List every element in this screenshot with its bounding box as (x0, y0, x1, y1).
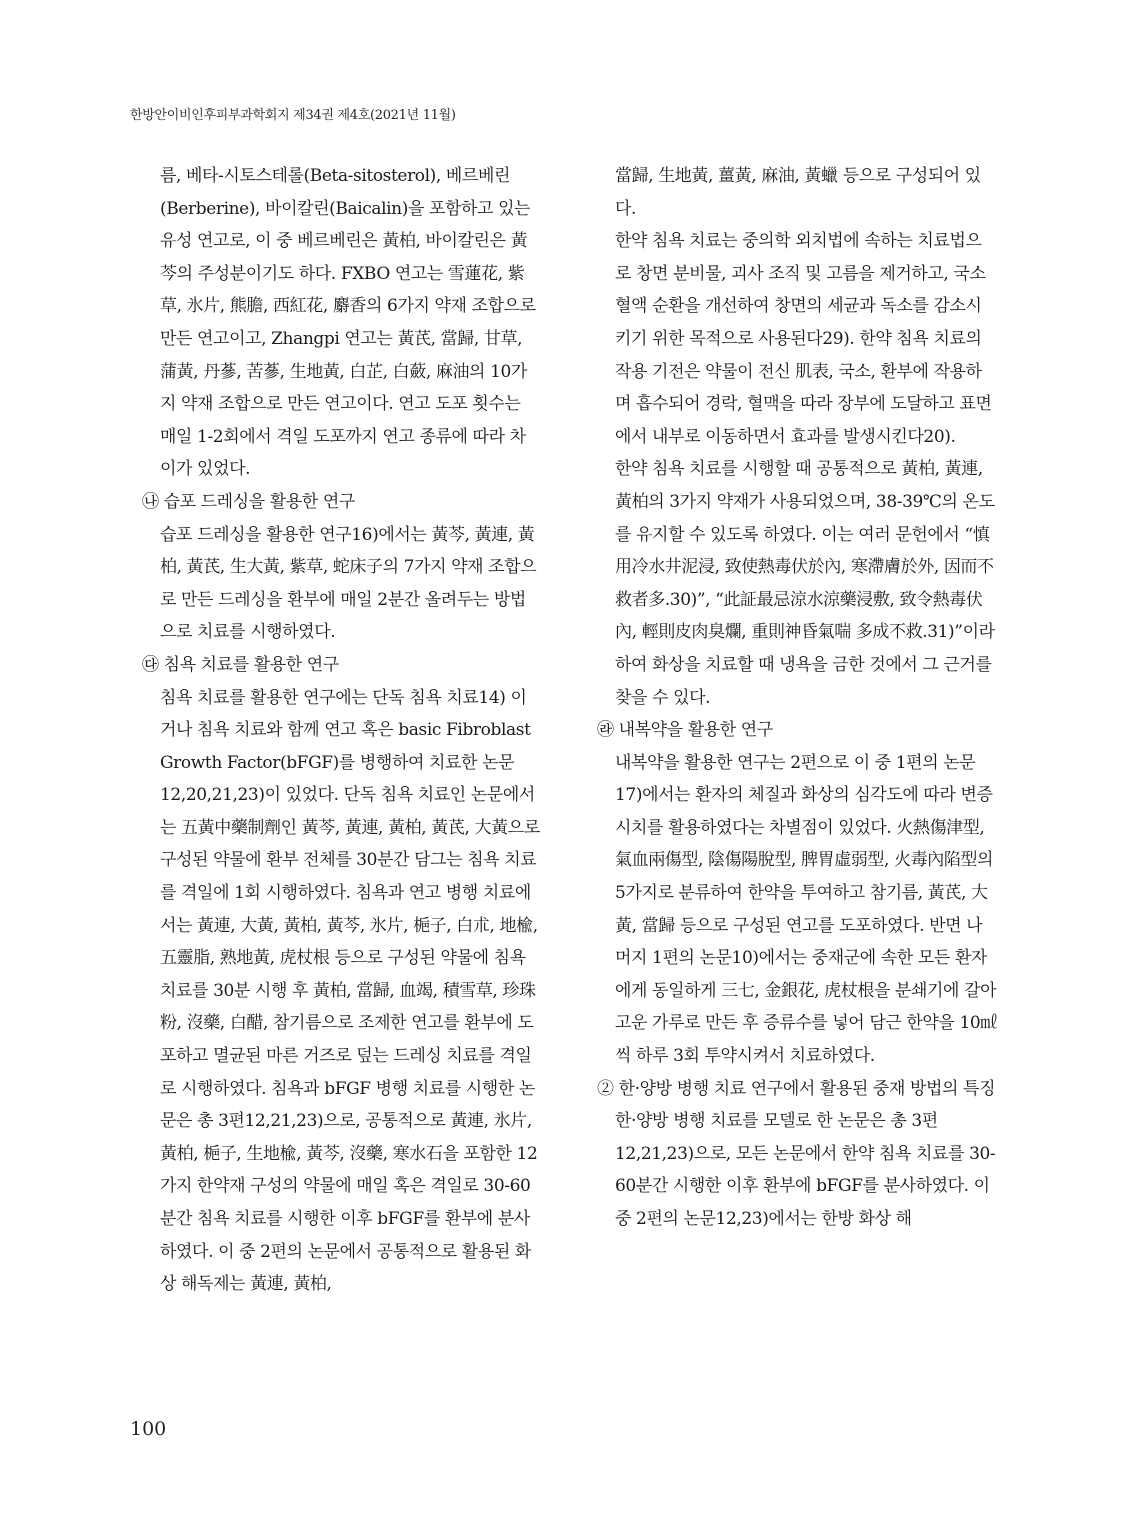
paragraph: 한약 침욕 치료는 중의학 외치법에 속하는 치료법으로 창면 분비물, 괴사 조직 및 고름을 제거하고, 국소 혈액 순환을 개선하여 창면의 세균과 독소를 감소시키기 위한 목적으로 사용된다29). 한약 침욕 치료의 작용 기전은 약물이 전신 肌表, 국소, 환부에 작용하며 흡수되어 경락, 혈맥을 따라 장부에 도달하고 표면에서 내부로 이동하면서 효과를 발생시킨다20). (615, 231, 992, 447)
page-number: 100 (130, 1418, 167, 1440)
running-header: 한방안이비인후피부과학회지 제34권 제4호(2021년 11월) (130, 108, 456, 123)
paragraph: 습포 드레싱을 활용한 연구16)에서는 黃芩, 黃連, 黃柏, 黃芪, 生大黃, 紫草, 蛇床子의 7가지 약재 조합으로 만든 드레싱을 환부에 매일 2분간 올려두는 방법으로 치료를 시행하였다. (160, 524, 537, 643)
left-column (142, 160, 540, 1301)
subsection-heading: ㉰ 침욕 치료를 활용한 연구 (142, 654, 339, 675)
subsection-heading: ㉯ 습포 드레싱을 활용한 연구 (142, 491, 355, 512)
paragraph: 한약 침욕 치료를 시행할 때 공통적으로 黃柏, 黃連, 黃柏의 3가지 약재가 사용되었으며, 38-39℃의 온도를 유지할 수 있도록 하였다. 이는 여러 문헌에서 “慎用冷水井泥浸, 致使熱毒伏於內, 寒滯膚於外, 因而不救者多.30)”, “此証最忌涼水涼藥浸敷, 致令熱毒伏內, 輕則皮肉臭爛, 重則神昏氣喘 多成不救.31)”이라 하여 화상을 치료할 때 냉욕을 금한 것에서 그 근거를 찾을 수 있다. (615, 459, 995, 708)
paragraph: 當歸, 生地黃, 薑黃, 麻油, 黃蠟 등으로 구성되어 있다. (615, 166, 981, 219)
subsection-heading: ㉱ 내복약을 활용한 연구 (597, 720, 773, 741)
paragraph: 내복약을 활용한 연구는 2편으로 이 중 1편의 논문17)에서는 환자의 체질과 화상의 심각도에 따라 변증시치를 활용하였다는 차별점이 있었다. 火熱傷津型, 氣血兩傷型, 陰傷陽脫型, 脾胃虛弱型, 火毒內陷型의 5가지로 분류하여 한약을 투여하고 참기름, 黃芪, 大黃, 當歸 등으로 구성된 연고를 도포하였다. 반면 나머지 1편의 논문10)에서는 중재군에 속한 모든 환자에게 동일하게 三七, 金銀花, 虎杖根을 분쇄기에 갈아 고운 가루로 만든 후 증류수를 넣어 담근 한약을 10㎖씩 하루 3회 투약시켜서 치료하였다. (615, 752, 997, 1067)
section-heading: ② 한·양방 병행 치료 연구에서 활용된 중재 방법의 특징 (597, 1078, 996, 1099)
right-column (597, 160, 997, 1236)
paragraph: 침욕 치료를 활용한 연구에는 단독 침욕 치료14) 이거나 침욕 치료와 함께 연고 혹은 basic Fibroblast Growth Factor(bFGF)를 병행하여 치료한 논문12,20,21,23)이 있었다. 단독 침욕 치료인 논문에서는 五黃中藥制劑인 黃芩, 黃連, 黃柏, 黃芪, 大黃으로 구성된 약물에 환부 전체를 30분간 담그는 침욕 치료를 격일에 1회 시행하였다. 침욕과 연고 병행 치료에서는 黃連, 大黃, 黃柏, 黃芩, 氷片, 梔子, 白朮, 地楡, 五靈脂, 熟地黃, 虎杖根 등으로 구성된 약물에 침욕 치료를 30분 시행 후 黃柏, 當歸, 血竭, 積雪草, 珍珠粉, 沒藥, 白醋, 참기름으로 조제한 연고를 환부에 도포하고 멸균된 마른 거즈로 덮는 드레싱 치료를 격일로 시행하였다. 침욕과 bFGF 병행 치료를 시행한 논문은 총 3편12,21,23)으로, 공통적으로 黃連, 氷片, 黃柏, 梔子, 生地楡, 黃芩, 沒藥, 寒水石을 포함한 12가지 한약재 구성의 약물에 매일 혹은 격일로 30-60분간 침욕 치료를 시행한 이후 bFGF를 환부에 분사하였다. 이 중 2편의 논문에서 공통적으로 활용된 화상 해독제는 黃連, 黃柏, (160, 687, 540, 1295)
paragraph: 름, 베타-시토스테롤(Beta-sitosterol), 베르베린 (Berberine), 바이칼린(Baicalin)을 포함하고 있는 유성 연고로, 이 중 베르베린은 黃柏, 바이칼린은 黃芩의 주성분이기도 하다. FXBO 연고는 雪蓮花, 紫草, 氷片, 熊膽, 西紅花, 麝香의 6가지 약재 조합으로 만든 연고이고, Zhangpi 연고는 黃芪, 當歸, 甘草, 蒲黃, 丹蔘, 苦蔘, 生地黃, 白芷, 白蘞, 麻油의 10가지 약재 조합으로 만든 연고이다. 연고 도포 횟수는 매일 1-2회에서 격일 도포까지 연고 종류에 따라 차이가 있었다. (160, 166, 536, 480)
paragraph: 한·양방 병행 치료를 모델로 한 논문은 총 3편12,21,23)으로, 모든 논문에서 한약 침욕 치료를 30-60분간 시행한 이후 환부에 bFGF를 분사하였다. 이 중 2편의 논문12,23)에서는 한방 화상 해 (615, 1111, 996, 1229)
